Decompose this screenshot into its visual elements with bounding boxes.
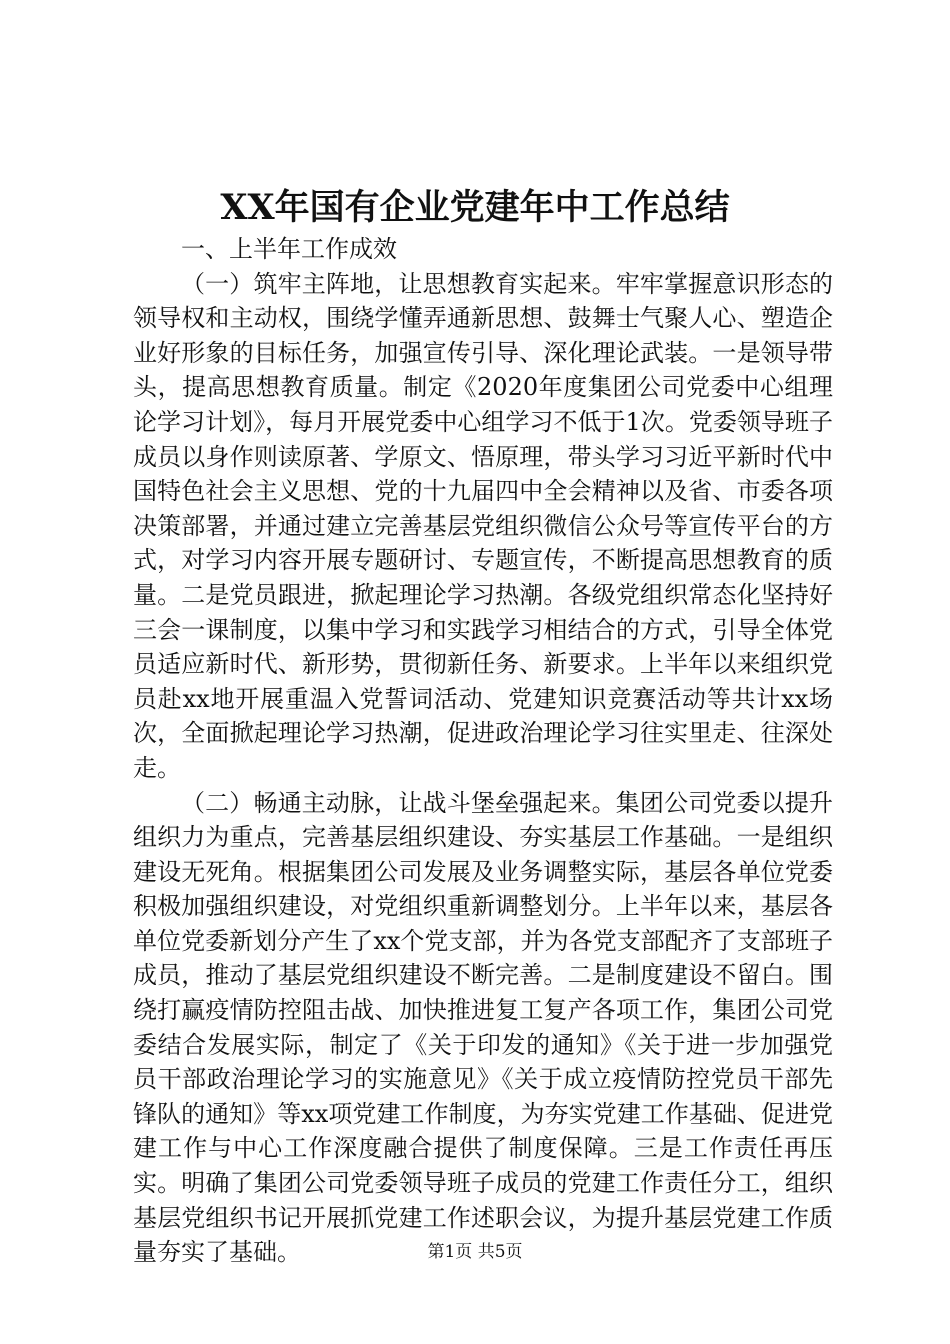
document-title: XX年国有企业党建年中工作总结 [220, 187, 730, 228]
paragraph-2: （二）畅通主动脉，让战斗堡垒强起来。集团公司党委以提升组织力为重点，完善基层组织建设、夯实基层工作基础。一是组织建设无死角。根据集团公司发展及业务调整实际，基层各单位党委积极加强组织建设，对党组织重新调整划分。上半年以来，基层各单位党委新划分产生了xx个党支部，并为各党支部配齐了支部班子成员，推动了基层党组织建设不断完善。二是制度建设不留白。围绕打赢疫情防控阻击战、加快推进复工复产各项工作，集团公司党委结合发展实际，制定了《关于印发的通知》《关于进一步加强党员干部政治理论学习的实施意见》《关于成立疫情防控党员干部先锋队的通知》等xx项党建工作制度，为夯实党建工作基础、促进党建工作与中心工作深度融合提供了制度保障。三是工作责任再压实。明确了集团公司党委领导班子成员的党建工作责任分工，组织基层党组织书记开展抓党建工作述职会议，为提升基层党建工作质量夯实了基础。 [133, 788, 833, 1267]
section-heading: 一、上半年工作成效 [181, 235, 397, 263]
paragraph-1: （一）筑牢主阵地，让思想教育实起来。牢牢掌握意识形态的领导权和主动权，围绕学懂弄通新思想、鼓舞士气聚人心、塑造企业好形象的目标任务，加强宣传引导、深化理论武装。一是领导带头，提高思想教育质量。制定《2020年度集团公司党委中心组理论学习计划》，每月开展党委中心组学习不低于1次。党委领导班子成员以身作则读原著、学原文、悟原理，带头学习习近平新时代中国特色社会主义思想、党的十九届四中全会精神以及省、市委各项决策部署，并通过建立完善基层党组织微信公众号等宣传平台的方式，对学习内容开展专题研讨、专题宣传，不断提高思想教育的质量。二是党员跟进，掀起理论学习热潮。各级党组织常态化坚持好三会一课制度，以集中学习和实践学习相结合的方式，引导全体党员适应新时代、新形势，贯彻新任务、新要求。上半年以来组织党员赴xx地开展重温入党誓词活动、党建知识竞赛活动等共计xx场次，全面掀起理论学习热潮，促进政治理论学习往实里走、往深处走。 [133, 269, 833, 782]
document-body [133, 232, 833, 1270]
page-footer: 第1页 共5页 [427, 1242, 523, 1262]
